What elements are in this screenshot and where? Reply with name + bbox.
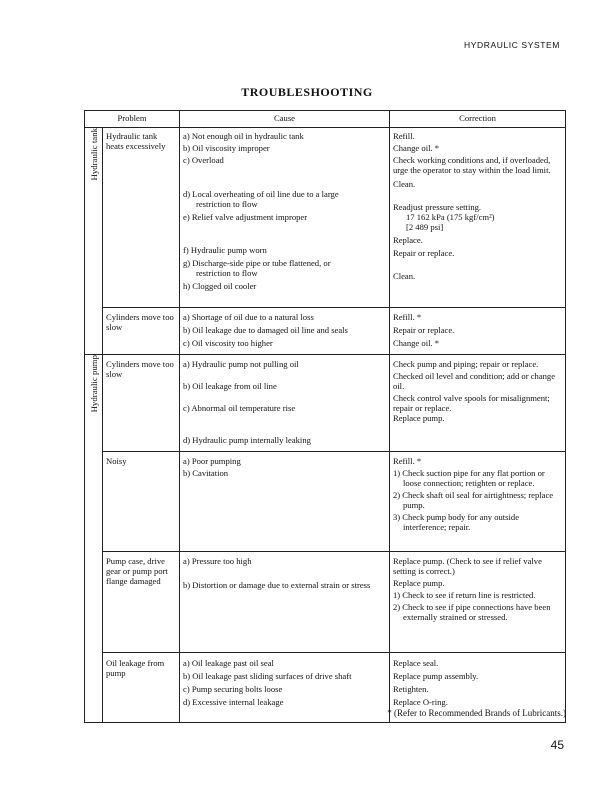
header-cause: Cause	[180, 111, 390, 128]
cause-cell: a) Shortage of oil due to a natural loss b) Oil leakage due to damaged oil line and seals c) Oil viscosity too higher	[180, 308, 390, 355]
table-row	[85, 308, 566, 355]
problem-cell: Noisy	[103, 452, 180, 552]
table-row	[85, 552, 566, 653]
problem-cell: Cylinders move too slow	[103, 308, 180, 355]
header-problem: Problem	[85, 111, 180, 128]
header-correction: Correction	[390, 111, 566, 128]
correction-cell: Check pump and piping; repair or replace. Checked oil level and condition; add or change oil. Check control valve spools for misalignment; repair or replace. Replace pump.	[390, 355, 566, 452]
cause-cell: a) Poor pumping b) Cavitation	[180, 452, 390, 552]
cause-cell: a) Pressure too high b) Distortion or damage due to external strain or stress	[180, 552, 390, 653]
group-label-tank: Hydraulic tank	[85, 128, 103, 355]
cause-cell: a) Hydraulic pump not pulling oil b) Oil leakage from oil line c) Abnormal oil temperature rise d) Hydraulic pump internally leaking	[180, 355, 390, 452]
correction-cell: Replace seal. Replace pump assembly. Retighten. Replace O-ring.	[390, 653, 566, 723]
section-header: HYDRAULIC SYSTEM	[463, 40, 560, 50]
table-row	[85, 452, 566, 552]
correction-cell: Refill. * Repair or replace. Change oil. *	[390, 308, 566, 355]
page-title: TROUBLESHOOTING	[241, 85, 373, 99]
page-number: 45	[550, 738, 564, 752]
table-row	[85, 355, 566, 452]
correction-cell: Refill. * 1) Check suction pipe for any flat portion or loose connection; retighten or replace. 2) Check shaft oil seal for airtightness; replace pump. 3) Check pump body for any outside interference; repair.	[390, 452, 566, 552]
cause-cell: a) Not enough oil in hydraulic tank b) Oil viscosity improper c) Overload d) Local overheating of oil line due to a large restriction to flow e) Relief valve adjustment improper f) Hydraulic pump worn g) Discharge-side pipe or tube flattened, or restriction to flow h) Clogged oil cooler	[180, 128, 390, 308]
problem-cell: Cylinders move too slow	[103, 355, 180, 452]
cause-cell: a) Oil leakage past oil seal b) Oil leakage past sliding surfaces of drive shaft c) Pump securing bolts loose d) Excessive internal leakage	[180, 653, 390, 723]
problem-cell: Oil leakage from pump	[103, 653, 180, 723]
troubleshooting-table	[84, 110, 566, 723]
correction-cell: Replace pump. (Check to see if relief valve setting is correct.) Replace pump. 1) Check to see if return line is restricted. 2) Check to see if pipe connections have been externally strained or stressed.	[390, 552, 566, 653]
problem-cell: Pump case, drive gear or pump port flange damaged	[103, 552, 180, 653]
table-header-row	[85, 111, 566, 128]
problem-cell: Hydraulic tank heats excessively	[103, 128, 180, 308]
footnote: * (Refer to Recommended Brands of Lubricants.)	[387, 708, 566, 718]
group-label-pump: Hydraulic pump	[85, 355, 103, 723]
correction-cell: Refill. Change oil. * Check working conditions and, if overloaded, urge the operator to stay within the load limit. Clean. Readjust pressure setting. 17 162 kPa (175 kgf/cm²) [2 489 psi] Replace. Repair or replace. Clean.	[390, 128, 566, 308]
table-row	[85, 128, 566, 308]
